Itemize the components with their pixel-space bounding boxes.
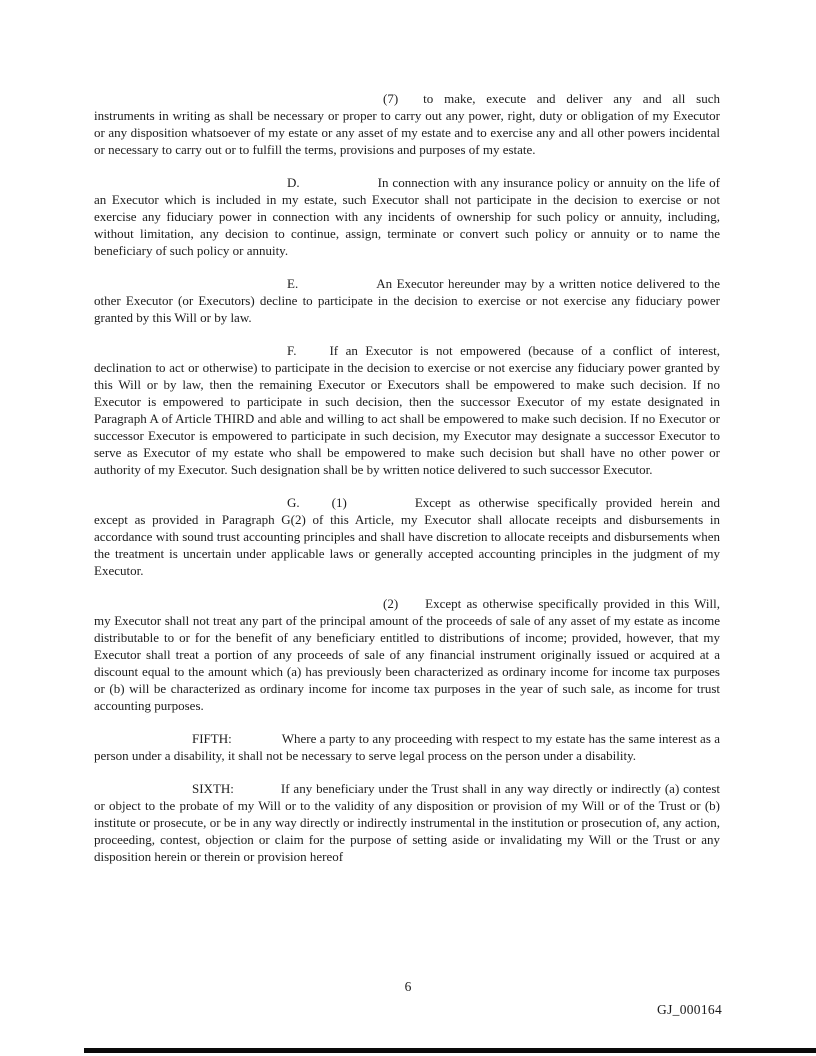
tab-spacer <box>232 742 282 743</box>
paragraph-sublabel: (1) <box>331 495 347 510</box>
tab-spacer <box>300 186 378 187</box>
paragraph-sixth <box>94 780 720 865</box>
tab-spacer <box>234 792 281 793</box>
tab-spacer <box>398 102 423 103</box>
paragraph-label: G. <box>287 495 300 510</box>
tab-spacer <box>298 287 376 288</box>
paragraph-text: Where a party to any proceeding with respect to my estate has the same interest as a person under a disability, it shall not be necessary to serve legal process on the person under a disability. <box>94 731 720 763</box>
article-label: SIXTH: <box>192 781 234 796</box>
bates-number: GJ_000164 <box>657 1002 722 1017</box>
paragraph-text: Except as otherwise specifically provided in this Will, my Executor shall not treat any part of the principal amount of the proceeds of sale of any asset of my estate as income distributable to or for the benefit of any beneficiary entitled to distributions of income; provided, however, that my Executor shall treat a portion of any proceeds of sale of any financial instrument originally issued or acquired at a discount equal to the amount which (a) has previously been characterized as ordinary income for income tax purposes or (b) will be characterized as ordinary income for income tax purposes in the year of such sale, as income for trust accounting purposes. <box>94 596 720 713</box>
page-content <box>94 90 720 865</box>
tab-spacer <box>296 354 329 355</box>
paragraph-g <box>94 494 720 579</box>
tab-spacer <box>300 506 332 507</box>
article-label: FIFTH: <box>192 731 232 746</box>
paragraph-text: If an Executor is not empowered (because of a conflict of interest, declination to act or otherwise) to participate in the decision to exercise or not exercise any fiduciary power granted by this Will or by law, then the remaining Executor or Executors shall be empowered to make such decision. If no Executor is empowered to participate in such decision, then the successor Executor of my estate designated in Paragraph A of Article THIRD and able and willing to act shall be empowered to make such decision. If no Executor or successor Executor is empowered to participate in such decision, my Executor may designate a successor Executor to serve as Executor of my estate who shall be empowered to make such decision but shall have no other power or authority of my Executor. Such designation shall be by written notice delivered to such successor Executor. <box>94 343 720 477</box>
paragraph-fifth <box>94 730 720 764</box>
paragraph-e <box>94 275 720 326</box>
tab-spacer <box>347 506 415 507</box>
page-number: 6 <box>404 979 412 994</box>
paragraph-text: In connection with any insurance policy or annuity on the life of an Executor which is included in my estate, such Executor shall not participate in the decision to exercise or not exercise any fiduciary power in connection with any incidents of ownership for such policy or annuity, including, without limitation, any decision to continue, assign, terminate or convert such policy or annuity or to name the beneficiary of such policy or annuity. <box>94 175 720 258</box>
paragraph-g2 <box>94 595 720 714</box>
paragraph-7 <box>94 90 720 158</box>
paragraph-f <box>94 342 720 478</box>
paragraph-label: (2) <box>383 596 399 611</box>
paragraph-text: If any beneficiary under the Trust shall in any way directly or indirectly (a) contest or object to the probate of my Will or to the validity of any disposition or provision of my Will or of the Trust or (b) institute or prosecute, or be in any way directly or indirectly instrumental in the institution or prosecution of, any action, proceeding, contest, objection or claim for the purpose of setting aside or invalidating my Will or the Trust or any disposition herein or therein or provision hereof <box>94 781 720 864</box>
paragraph-label: E. <box>287 276 299 291</box>
paragraph-label: F. <box>287 343 297 358</box>
paragraph-text: Except as otherwise specifically provided herein and except as provided in Paragraph G(2) of this Article, my Executor shall allocate receipts and disbursements in accordance with sound trust accounting principles and shall have discretion to allocate receipts and disbursements when the treatment is uncertain under applicable laws or generally accepted accounting principles in the judgment of my Executor. <box>94 495 720 578</box>
paragraph-text: to make, execute and deliver any and all such instruments in writing as shall be necessary or proper to carry out any power, right, duty or obligation of my Executor or any disposition whatsoever of my estate or any asset of my estate and to exercise any and all other powers incidental or necessary to carry out or to fulfill the terms, provisions and purposes of my estate. <box>94 91 720 157</box>
paragraph-text: An Executor hereunder may by a written notice delivered to the other Executor (or Executors) decline to participate in the decision to exercise or not exercise any fiduciary power granted by this Will or by law. <box>94 276 720 325</box>
paragraph-label: D. <box>287 175 300 190</box>
tab-spacer <box>398 607 425 608</box>
paragraph-d <box>94 174 720 259</box>
scan-edge-artifact <box>84 1048 816 1053</box>
paragraph-label: (7) <box>383 91 399 106</box>
